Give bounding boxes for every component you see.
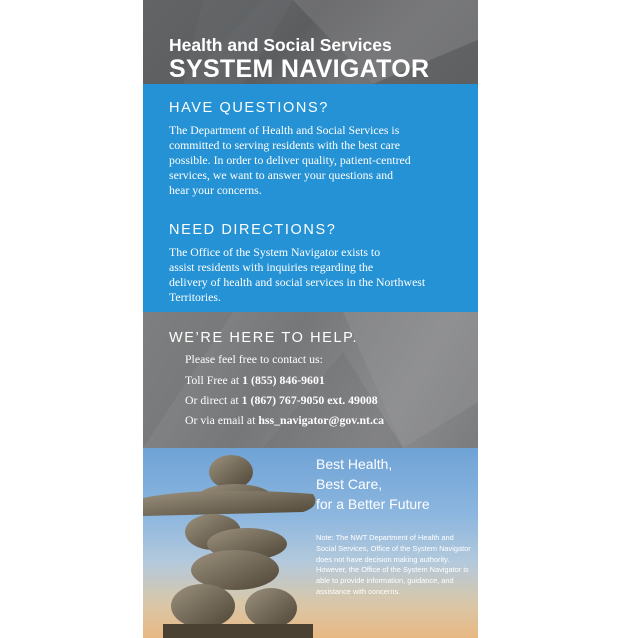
directions-line: delivery of health and social services in the Northwest [169, 275, 426, 289]
help-intro: Please feel free to contact us: [185, 352, 323, 366]
note-text: The NWT Department of Health and Social Services, Office of the System Navigator does not have decision making authority. However, the Office of the System Navigator is able to provide information, guidance, and assistance with concerns. [316, 533, 471, 596]
direct-number[interactable]: 1 (867) 767-9050 ext. 49008 [241, 393, 378, 407]
toll-free-number[interactable]: 1 (855) 846-9601 [242, 373, 325, 387]
questions-line: hear your concerns. [169, 183, 262, 197]
questions-line: services, we want to answer your questions and [169, 168, 394, 182]
directions-line: The Office of the System Navigator exists to [169, 245, 381, 259]
questions-line: The Department of Health and Social Services is [169, 123, 400, 137]
navigator-poster [143, 0, 478, 638]
tagline-line-1: Best Health, [316, 456, 393, 472]
directions-line: Territories. [169, 290, 221, 304]
toll-free-line [185, 373, 325, 388]
questions-body [169, 123, 454, 198]
questions-line: committed to serving residents with the best care [169, 138, 400, 152]
direct-line [185, 393, 378, 408]
directions-line: assist residents with inquiries regarding the [169, 260, 374, 274]
questions-heading: HAVE QUESTIONS? [169, 100, 329, 116]
tagline-line-2: Best Care, [316, 476, 383, 492]
email-address[interactable]: hss_navigator@gov.nt.ca [258, 413, 385, 427]
poster-header [143, 0, 478, 84]
help-heading: WE’RE HERE TO HELP. [169, 330, 359, 346]
email-line [185, 413, 384, 428]
directions-heading: NEED DIRECTIONS? [169, 222, 337, 238]
email-label: Or via email at [185, 413, 259, 427]
questions-directions-panel [143, 84, 478, 312]
header-title: SYSTEM NAVIGATOR [169, 55, 430, 83]
help-panel [143, 312, 478, 448]
directions-body [169, 245, 454, 305]
disclaimer-note [316, 533, 474, 598]
toll-free-label: Toll Free at [185, 373, 243, 387]
note-label: Note: [316, 533, 334, 542]
header-subtitle: Health and Social Services [169, 35, 392, 55]
questions-line: possible. In order to deliver quality, patient-centred [169, 153, 411, 167]
direct-label: Or direct at [185, 393, 242, 407]
tagline-line-3: for a Better Future [316, 496, 430, 512]
